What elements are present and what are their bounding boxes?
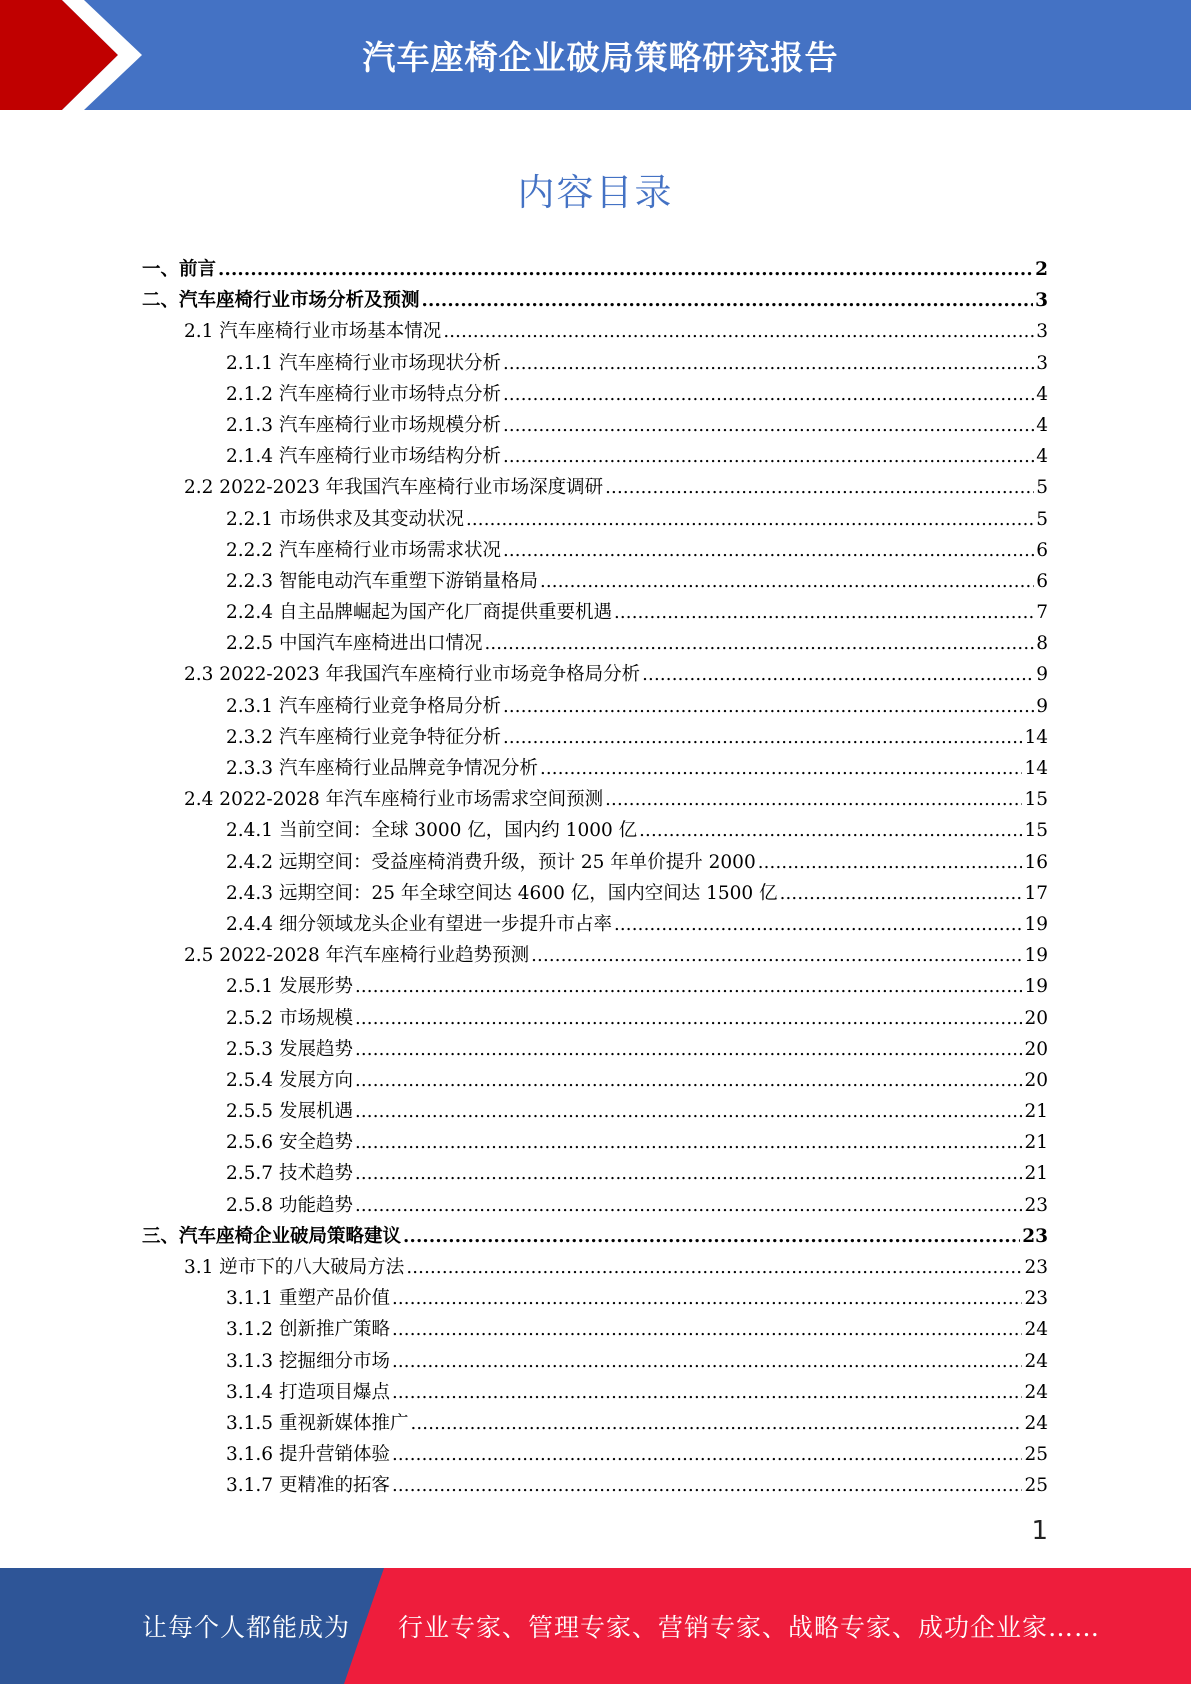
toc-dot-leader (639, 815, 1022, 846)
toc-entry-page: 21 (1024, 1132, 1048, 1154)
toc-entry-page: 19 (1024, 976, 1048, 998)
toc-entry[interactable] (142, 348, 1048, 379)
toc-entry[interactable] (142, 1065, 1048, 1096)
toc-entry-page: 24 (1024, 1412, 1048, 1434)
toc-entry[interactable] (142, 1470, 1048, 1501)
toc-entry-page: 4 (1036, 446, 1048, 468)
toc-entry-title: 2.4.1 当前空间：全球 3000 亿，国内约 1000 亿 (226, 820, 638, 842)
toc-entry[interactable] (142, 504, 1048, 535)
toc-dot-leader (392, 1314, 1022, 1345)
toc-entry-page: 3 (1036, 352, 1048, 374)
toc-entry[interactable] (142, 410, 1048, 441)
toc-dot-leader (355, 1158, 1023, 1189)
toc-dot-leader (466, 504, 1034, 535)
toc-entry-page: 5 (1036, 477, 1048, 499)
toc-entry-title: 2.2.3 智能电动汽车重塑下游销量格局 (226, 570, 538, 592)
toc-entry-title: 2.5.2 市场规模 (226, 1007, 353, 1029)
toc-dot-leader (355, 1190, 1023, 1221)
toc-entry[interactable] (142, 1346, 1048, 1377)
toc-entry-title: 3.1.2 创新推广策略 (226, 1319, 390, 1341)
toc-entry-page: 4 (1036, 383, 1048, 405)
toc-entry-title: 2.1.4 汽车座椅行业市场结构分析 (226, 446, 501, 468)
toc-dot-leader (605, 784, 1022, 815)
toc-entry-title: 2.2 2022-2023 年我国汽车座椅行业市场深度调研 (184, 477, 604, 499)
toc-dot-leader (218, 254, 1033, 285)
toc-entry[interactable] (142, 1377, 1048, 1408)
toc-entry-page: 17 (1024, 882, 1048, 904)
report-title: 汽车座椅企业破局策略研究报告 (362, 37, 839, 77)
toc-dot-leader (355, 1096, 1023, 1127)
toc-entry-page: 23 (1022, 1225, 1048, 1247)
toc-entry[interactable] (142, 535, 1048, 566)
toc-entry[interactable] (142, 971, 1048, 1002)
toc-entry-title: 2.2.2 汽车座椅行业市场需求状况 (226, 539, 501, 561)
toc-dot-leader (503, 410, 1034, 441)
toc-entry-title: 2.4.4 细分领域龙头企业有望进一步提升市占率 (226, 913, 612, 935)
toc-entry-page: 19 (1024, 945, 1048, 967)
toc-entry-page: 2 (1035, 259, 1048, 280)
toc-entry-title: 3.1.7 更精准的拓客 (226, 1475, 390, 1497)
toc-entry-page: 5 (1036, 508, 1048, 530)
toc-entry-page: 15 (1024, 820, 1048, 842)
toc-entry-title: 2.5.1 发展形势 (226, 976, 353, 998)
toc-entry-title: 2.5.4 发展方向 (226, 1069, 353, 1091)
toc-entry-page: 21 (1024, 1163, 1048, 1185)
toc-entry-page: 4 (1036, 414, 1048, 436)
toc-entry[interactable] (142, 566, 1048, 597)
toc-entry-title: 2.2.4 自主品牌崛起为国产化厂商提供重要机遇 (226, 602, 612, 624)
toc-entry[interactable] (142, 316, 1048, 347)
toc-entry[interactable] (142, 472, 1048, 503)
toc-dot-leader (503, 535, 1034, 566)
toc-heading: 内容目录 (517, 171, 674, 214)
toc-entry-page: 19 (1024, 913, 1048, 935)
toc-dot-leader (503, 691, 1034, 722)
toc-entry-page: 25 (1024, 1444, 1048, 1466)
toc-entry-page: 8 (1036, 633, 1048, 655)
toc-entry-page: 24 (1024, 1319, 1048, 1341)
toc-entry-page: 23 (1024, 1194, 1048, 1216)
footer-slogan-right: 行业专家、管理专家、营销专家、战略专家、成功企业家…… (398, 1613, 1101, 1642)
toc-entry-page: 3 (1036, 321, 1048, 343)
toc-dot-leader (503, 441, 1034, 472)
toc-entry[interactable] (142, 878, 1048, 909)
toc-entry-title: 2.3 2022-2023 年我国汽车座椅行业市场竞争格局分析 (184, 664, 641, 686)
page-footer (0, 1568, 1191, 1684)
toc-dot-leader (355, 1034, 1023, 1065)
toc-entry[interactable] (142, 659, 1048, 690)
toc-entry-page: 20 (1024, 1038, 1048, 1060)
toc-dot-leader (780, 878, 1023, 909)
toc-entry[interactable] (142, 784, 1048, 815)
toc-entry[interactable] (142, 1034, 1048, 1065)
toc-entry-title: 2.5.3 发展趋势 (226, 1038, 353, 1060)
toc-entry-title: 2.4 2022-2028 年汽车座椅行业市场需求空间预测 (184, 789, 604, 811)
toc-entry-page: 3 (1035, 290, 1048, 312)
toc-entry-title: 一、前言 (142, 259, 217, 280)
toc-entry-title: 2.5.5 发展机遇 (226, 1101, 353, 1123)
toc-entry-page: 24 (1024, 1381, 1048, 1403)
toc-dot-leader (392, 1470, 1022, 1501)
toc-entry-title: 三、汽车座椅企业破局策略建议 (142, 1225, 402, 1247)
toc-dot-leader (406, 1252, 1022, 1283)
toc-entry-title: 2.5.6 安全趋势 (226, 1132, 353, 1154)
toc-entry-title: 3.1.5 重视新媒体推广 (226, 1412, 409, 1434)
toc-dot-leader (410, 1408, 1022, 1439)
toc-entry-page: 23 (1024, 1288, 1048, 1310)
toc-entry[interactable] (142, 847, 1048, 878)
toc-entry[interactable] (142, 909, 1048, 940)
toc-entry-title: 2.4.3 远期空间：25 年全球空间达 4600 亿，国内空间达 1500 亿 (226, 882, 778, 904)
toc-entry[interactable] (142, 753, 1048, 784)
page-header (0, 0, 1191, 110)
toc-entry-page: 15 (1024, 789, 1048, 811)
toc-entry[interactable] (142, 1221, 1048, 1252)
toc-dot-leader (443, 316, 1034, 347)
toc-dot-leader (642, 659, 1034, 690)
toc-entry[interactable] (142, 379, 1048, 410)
toc-entry[interactable] (142, 254, 1048, 285)
toc-dot-leader (355, 971, 1023, 1002)
toc-entry-title: 3.1 逆市下的八大破局方法 (184, 1257, 405, 1278)
toc-entry-page: 6 (1036, 539, 1048, 561)
toc-entry-page: 20 (1024, 1007, 1048, 1029)
toc-dot-leader (531, 940, 1022, 971)
toc-entry[interactable] (142, 628, 1048, 659)
toc-entry-page: 6 (1036, 570, 1048, 592)
toc-entry-page: 16 (1024, 851, 1048, 873)
toc-entry-title: 3.1.4 打造项目爆点 (226, 1381, 390, 1403)
toc-dot-leader (484, 628, 1034, 659)
toc-dot-leader (392, 1439, 1022, 1470)
toc-entry[interactable] (142, 1408, 1048, 1439)
toc-entry[interactable] (142, 1439, 1048, 1470)
toc-dot-leader (503, 722, 1022, 753)
toc-entry[interactable] (142, 815, 1048, 846)
toc-dot-leader (540, 753, 1022, 784)
toc-entry-title: 2.1 汽车座椅行业市场基本情况 (184, 321, 442, 343)
toc-entry[interactable] (142, 722, 1048, 753)
toc-entry-page: 14 (1024, 726, 1048, 748)
toc-dot-leader (355, 1003, 1023, 1034)
toc-entry[interactable] (142, 1190, 1048, 1221)
toc-entry[interactable] (142, 1314, 1048, 1345)
toc-entry-title: 2.3.1 汽车座椅行业竞争格局分析 (226, 695, 501, 717)
toc-entry-title: 2.1.3 汽车座椅行业市场规模分析 (226, 414, 501, 436)
toc-entry-page: 25 (1024, 1475, 1048, 1497)
toc-entry-title: 2.1.1 汽车座椅行业市场现状分析 (226, 352, 501, 374)
toc-entry-page: 14 (1024, 758, 1048, 779)
toc-entry-title: 2.3.2 汽车座椅行业竞争特征分析 (226, 726, 501, 748)
toc-dot-leader (355, 1127, 1023, 1158)
toc-dot-leader (503, 379, 1034, 410)
toc-entry-title: 3.1.1 重塑产品价值 (226, 1288, 390, 1310)
toc-entry[interactable] (142, 1003, 1048, 1034)
toc-entry-title: 3.1.6 提升营销体验 (226, 1444, 390, 1466)
toc-entry[interactable] (142, 597, 1048, 628)
toc-entry-title: 2.2.1 市场供求及其变动状况 (226, 508, 464, 530)
toc-dot-leader (614, 909, 1022, 940)
footer-slogan-left: 让每个人都能成为 (142, 1613, 351, 1642)
toc-entry-title: 2.5.8 功能趋势 (226, 1194, 353, 1216)
toc-dot-leader (503, 348, 1034, 379)
toc-entry[interactable] (142, 1127, 1048, 1158)
toc-entry[interactable] (142, 441, 1048, 472)
toc-entry-title: 2.2.5 中国汽车座椅进出口情况 (226, 633, 483, 655)
toc-dot-leader (355, 1065, 1023, 1096)
toc-dot-leader (540, 566, 1034, 597)
toc-dot-leader (403, 1221, 1020, 1252)
toc-dot-leader (392, 1346, 1022, 1377)
toc-dot-leader (758, 847, 1023, 878)
toc-entry-page: 9 (1036, 664, 1048, 686)
toc-dot-leader (392, 1377, 1022, 1408)
toc-entry[interactable] (142, 1158, 1048, 1189)
toc-dot-leader (422, 285, 1034, 316)
toc-entry-page: 20 (1024, 1069, 1048, 1091)
toc-entry[interactable] (142, 1283, 1048, 1314)
toc-entry-title: 2.3.3 汽车座椅行业品牌竞争情况分析 (226, 758, 538, 779)
toc-entry-page: 9 (1036, 695, 1048, 717)
toc-entry[interactable] (142, 1096, 1048, 1127)
toc-entry-title: 2.5 2022-2028 年汽车座椅行业趋势预测 (184, 945, 530, 967)
toc-entry-page: 24 (1024, 1350, 1048, 1372)
toc-entry-title: 3.1.3 挖掘细分市场 (226, 1350, 390, 1372)
toc-entry-page: 21 (1024, 1101, 1048, 1123)
toc-entry[interactable] (142, 940, 1048, 971)
toc-dot-leader (392, 1283, 1022, 1314)
toc-entry[interactable] (142, 285, 1048, 316)
toc-entry-title: 二、汽车座椅行业市场分析及预测 (142, 290, 420, 312)
toc-entry-title: 2.1.2 汽车座椅行业市场特点分析 (226, 383, 501, 405)
toc-entry[interactable] (142, 691, 1048, 722)
page-number: 1 (1031, 1516, 1048, 1546)
toc-dot-leader (614, 597, 1034, 628)
toc-entry-title: 2.4.2 远期空间：受益座椅消费升级，预计 25 年单价提升 2000 (226, 851, 756, 873)
table-of-contents (142, 254, 1048, 1502)
toc-entry[interactable] (142, 1252, 1048, 1283)
toc-dot-leader (605, 472, 1034, 503)
toc-entry-page: 7 (1036, 602, 1048, 624)
toc-entry-page: 23 (1024, 1257, 1048, 1278)
toc-entry-title: 2.5.7 技术趋势 (226, 1163, 353, 1185)
